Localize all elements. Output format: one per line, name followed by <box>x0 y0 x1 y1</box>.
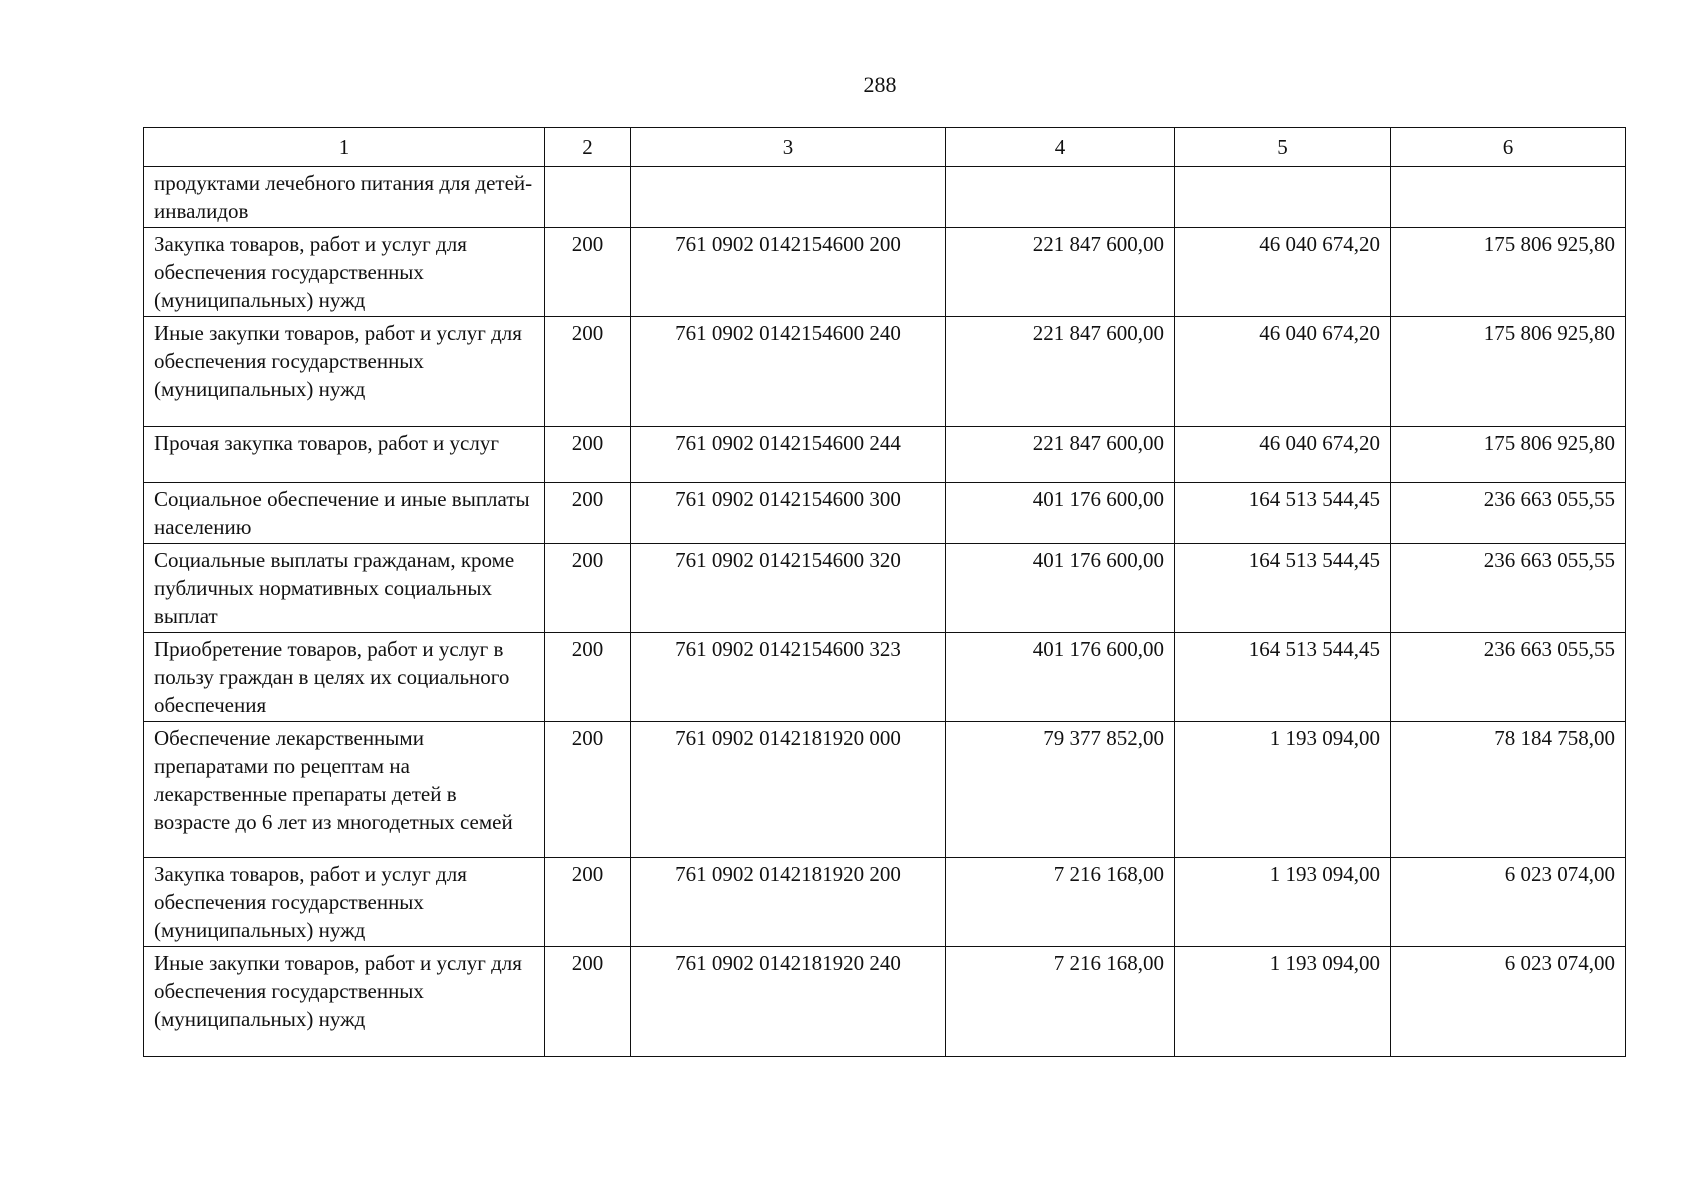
row-line-code-cell: 200 <box>545 317 631 427</box>
column-header-2: 2 <box>545 128 631 167</box>
row-name-cell: Обеспечение лекарственными препаратами по рецептам на лекарственные препараты детей в возрасте до 6 лет из многодетных семей <box>144 722 545 858</box>
row-name-cell: Социальные выплаты гражданам, кроме публичных нормативных социальных выплат <box>144 544 545 633</box>
row-remaining-cell: 175 806 925,80 <box>1391 427 1626 483</box>
row-budget-code-cell: 761 0902 0142154600 240 <box>631 317 946 427</box>
row-executed-cell: 46 040 674,20 <box>1175 427 1391 483</box>
row-executed-cell: 1 193 094,00 <box>1175 858 1391 947</box>
row-line-code-cell: 200 <box>545 427 631 483</box>
table-header <box>144 128 1626 167</box>
row-executed-cell: 1 193 094,00 <box>1175 947 1391 1057</box>
row-line-code-cell: 200 <box>545 544 631 633</box>
row-executed-cell: 164 513 544,45 <box>1175 483 1391 544</box>
row-line-code-cell: 200 <box>545 228 631 317</box>
row-name-cell: Закупка товаров, работ и услуг для обеспечения государственных (муниципальных) нужд <box>144 228 545 317</box>
row-budget-code-cell: 761 0902 0142154600 200 <box>631 228 946 317</box>
row-name-cell: Иные закупки товаров, работ и услуг для обеспечения государственных (муниципальных) нужд <box>144 947 545 1057</box>
table-row <box>144 167 1626 228</box>
table-body <box>144 167 1626 1057</box>
row-line-code-cell <box>545 167 631 228</box>
row-budget-code-cell: 761 0902 0142154600 244 <box>631 427 946 483</box>
row-remaining-cell: 6 023 074,00 <box>1391 858 1626 947</box>
row-budget-code-cell: 761 0902 0142154600 300 <box>631 483 946 544</box>
row-name-cell: Прочая закупка товаров, работ и услуг <box>144 427 545 483</box>
table-row <box>144 483 1626 544</box>
row-planned-cell: 221 847 600,00 <box>946 228 1175 317</box>
row-budget-code-cell: 761 0902 0142154600 320 <box>631 544 946 633</box>
row-executed-cell: 1 193 094,00 <box>1175 722 1391 858</box>
row-planned-cell: 401 176 600,00 <box>946 483 1175 544</box>
row-remaining-cell: 6 023 074,00 <box>1391 947 1626 1057</box>
row-budget-code-cell: 761 0902 0142154600 323 <box>631 633 946 722</box>
page-number: 288 <box>863 72 897 97</box>
row-budget-code-cell <box>631 167 946 228</box>
row-executed-cell: 164 513 544,45 <box>1175 633 1391 722</box>
table-row <box>144 317 1626 427</box>
row-planned-cell: 79 377 852,00 <box>946 722 1175 858</box>
row-planned-cell: 401 176 600,00 <box>946 633 1175 722</box>
row-remaining-cell: 175 806 925,80 <box>1391 228 1626 317</box>
row-line-code-cell: 200 <box>545 633 631 722</box>
column-header-5: 5 <box>1175 128 1391 167</box>
column-header-4: 4 <box>946 128 1175 167</box>
row-planned-cell: 7 216 168,00 <box>946 947 1175 1057</box>
row-remaining-cell: 175 806 925,80 <box>1391 317 1626 427</box>
table-row <box>144 544 1626 633</box>
row-name-cell: Закупка товаров, работ и услуг для обеспечения государственных (муниципальных) нужд <box>144 858 545 947</box>
row-executed-cell: 46 040 674,20 <box>1175 317 1391 427</box>
row-executed-cell: 164 513 544,45 <box>1175 544 1391 633</box>
table-row <box>144 633 1626 722</box>
row-remaining-cell <box>1391 167 1626 228</box>
row-remaining-cell: 236 663 055,55 <box>1391 544 1626 633</box>
row-line-code-cell: 200 <box>545 947 631 1057</box>
row-planned-cell: 7 216 168,00 <box>946 858 1175 947</box>
row-planned-cell: 401 176 600,00 <box>946 544 1175 633</box>
row-line-code-cell: 200 <box>545 722 631 858</box>
row-remaining-cell: 236 663 055,55 <box>1391 483 1626 544</box>
row-name-cell: Иные закупки товаров, работ и услуг для обеспечения государственных (муниципальных) нужд <box>144 317 545 427</box>
row-executed-cell <box>1175 167 1391 228</box>
row-planned-cell: 221 847 600,00 <box>946 317 1175 427</box>
table-row <box>144 427 1626 483</box>
row-budget-code-cell: 761 0902 0142181920 240 <box>631 947 946 1057</box>
column-header-1: 1 <box>144 128 545 167</box>
table-row <box>144 947 1626 1057</box>
row-planned-cell <box>946 167 1175 228</box>
row-remaining-cell: 236 663 055,55 <box>1391 633 1626 722</box>
header-row <box>144 128 1626 167</box>
table-row <box>144 858 1626 947</box>
row-name-cell: Приобретение товаров, работ и услуг в пользу граждан в целях их социального обеспечения <box>144 633 545 722</box>
row-line-code-cell: 200 <box>545 483 631 544</box>
table-row <box>144 722 1626 858</box>
row-line-code-cell: 200 <box>545 858 631 947</box>
row-name-cell: продуктами лечебного питания для детей-инвалидов <box>144 167 545 228</box>
column-header-3: 3 <box>631 128 946 167</box>
table-row <box>144 228 1626 317</box>
budget-execution-table <box>143 127 1626 1057</box>
row-budget-code-cell: 761 0902 0142181920 000 <box>631 722 946 858</box>
row-name-cell: Социальное обеспечение и иные выплаты населению <box>144 483 545 544</box>
row-budget-code-cell: 761 0902 0142181920 200 <box>631 858 946 947</box>
row-remaining-cell: 78 184 758,00 <box>1391 722 1626 858</box>
row-executed-cell: 46 040 674,20 <box>1175 228 1391 317</box>
column-header-6: 6 <box>1391 128 1626 167</box>
row-planned-cell: 221 847 600,00 <box>946 427 1175 483</box>
